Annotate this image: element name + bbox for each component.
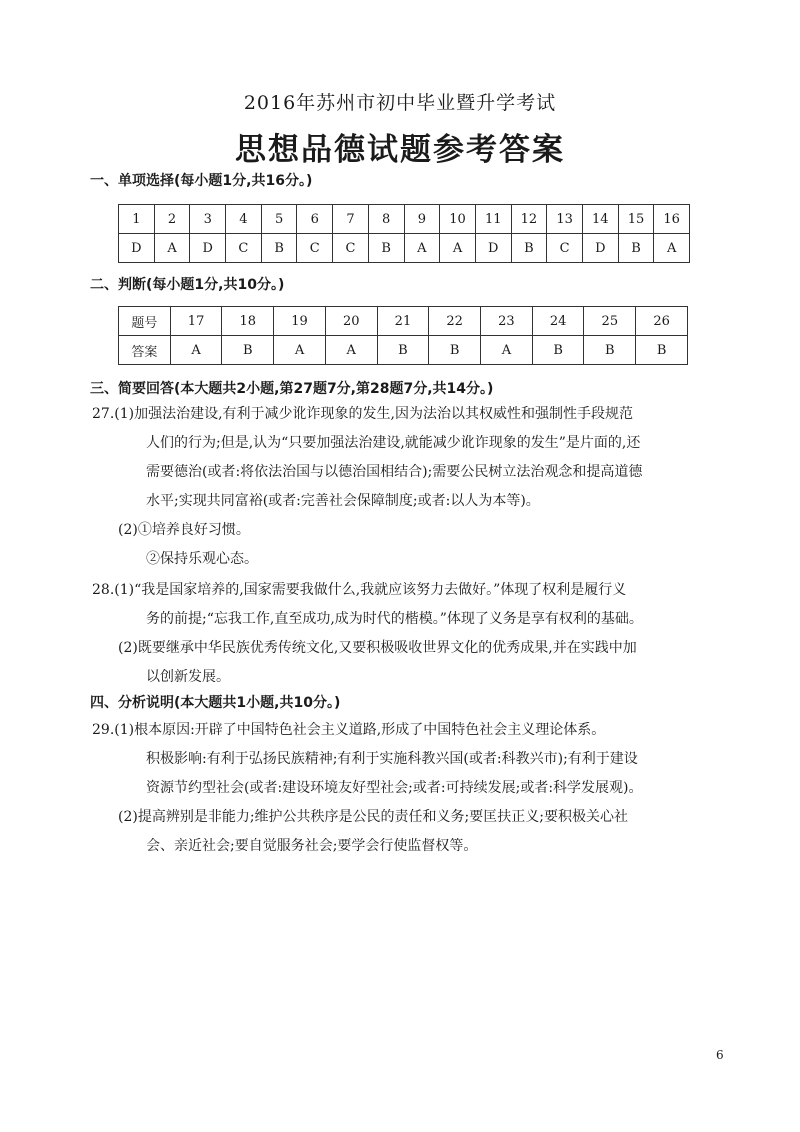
question-number: 6 xyxy=(297,205,333,234)
question-number: 10 xyxy=(440,205,476,234)
answer-cell: B xyxy=(618,234,654,263)
answer-29-line: 29.(1)根本原因:开辟了中国特色社会主义道路,形成了中国特色社会主义理论体系。 xyxy=(92,722,606,738)
question-number: 26 xyxy=(636,307,688,336)
answer-cell: A xyxy=(440,234,476,263)
question-number: 20 xyxy=(325,307,377,336)
question-number: 25 xyxy=(584,307,636,336)
section2-answer-row xyxy=(119,336,688,365)
answer-cell: B xyxy=(511,234,547,263)
answer-28-line: 28.(1)“我是国家培养的,国家需要我做什么,我就应该努力去做好。”体现了权利是履行义 xyxy=(92,582,627,598)
answer-cell: A xyxy=(274,336,326,365)
answer-cell: B xyxy=(584,336,636,365)
answer-cell: C xyxy=(547,234,583,263)
exam-title: 2016年苏州市初中毕业暨升学考试 xyxy=(243,92,557,114)
answer-cell: B xyxy=(429,336,481,365)
question-number: 11 xyxy=(475,205,511,234)
question-number: 8 xyxy=(368,205,404,234)
answer-cell: A xyxy=(325,336,377,365)
answer-27-line: 27.(1)加强法治建设,有利于减少讹诈现象的发生,因为法治以其权威性和强制性手段规范 xyxy=(92,406,633,422)
answer-cell: C xyxy=(333,234,369,263)
answer-cell: B xyxy=(368,234,404,263)
answer-27-line: 水平;实现共同富裕(或者:完善社会保障制度;或者:以人为本等)。 xyxy=(146,493,540,509)
question-number: 2 xyxy=(154,205,190,234)
row-label: 答案 xyxy=(119,336,171,365)
question-number: 24 xyxy=(532,307,584,336)
question-number: 23 xyxy=(481,307,533,336)
answer-cell: A xyxy=(170,336,222,365)
question-number: 22 xyxy=(429,307,481,336)
question-number: 13 xyxy=(547,205,583,234)
answer-cell: A xyxy=(404,234,440,263)
question-number: 5 xyxy=(261,205,297,234)
answer-29-line: 会、亲近社会;要自觉服务社会;要学会行使监督权等。 xyxy=(146,838,478,854)
section1-number-row xyxy=(119,205,690,234)
section2-number-row xyxy=(119,307,688,336)
answer-28-line: (2)既要继承中华民族优秀传统文化,又要积极吸收世界文化的优秀成果,并在实践中加 xyxy=(118,640,637,656)
question-number: 12 xyxy=(511,205,547,234)
answer-28-line: 以创新发展。 xyxy=(146,669,230,685)
section4-heading: 四、分析说明(本大题共1小题,共10分。) xyxy=(90,695,341,711)
section1-heading: 一、单项选择(每小题1分,共16分。) xyxy=(90,173,313,189)
row-label: 题号 xyxy=(119,307,171,336)
answer-cell: D xyxy=(582,234,618,263)
question-number: 1 xyxy=(119,205,155,234)
answer-cell: B xyxy=(377,336,429,365)
answer-cell: B xyxy=(532,336,584,365)
answer-27-line: ②保持乐观心态。 xyxy=(146,551,258,567)
section2-table xyxy=(118,306,688,365)
answer-cell: A xyxy=(154,234,190,263)
question-number: 16 xyxy=(654,205,690,234)
answer-28-line: 务的前提;“忘我工作,直至成功,成为时代的楷模。”体现了义务是享有权利的基础。 xyxy=(146,611,643,627)
question-number: 18 xyxy=(222,307,274,336)
section3-heading: 三、简要回答(本大题共2小题,第27题7分,第28题7分,共14分。) xyxy=(90,381,494,397)
question-number: 15 xyxy=(618,205,654,234)
answer-29-line: 积极影响:有利于弘扬民族精神;有利于实施科教兴国(或者:科教兴市);有利于建设 xyxy=(146,751,638,767)
question-number: 7 xyxy=(333,205,369,234)
answer-cell: B xyxy=(222,336,274,365)
question-number: 3 xyxy=(190,205,226,234)
answer-27-line: 需要德治(或者:将依法治国与以德治国相结合);需要公民树立法治观念和提高道德 xyxy=(146,464,643,480)
answer-cell: D xyxy=(119,234,155,263)
section1-answer-row xyxy=(119,234,690,263)
section2-heading: 二、判断(每小题1分,共10分。) xyxy=(90,277,285,293)
question-number: 4 xyxy=(226,205,262,234)
answer-cell: C xyxy=(297,234,333,263)
answer-cell: D xyxy=(190,234,226,263)
section1-table xyxy=(118,204,690,263)
answer-cell: D xyxy=(475,234,511,263)
question-number: 19 xyxy=(274,307,326,336)
question-number: 21 xyxy=(377,307,429,336)
page-number: 6 xyxy=(716,1048,724,1062)
answer-cell: A xyxy=(654,234,690,263)
answer-cell: C xyxy=(226,234,262,263)
answer-cell: A xyxy=(481,336,533,365)
answer-cell: B xyxy=(261,234,297,263)
answer-29-line: 资源节约型社会(或者:建设环境友好型社会;或者:可持续发展;或者:科学发展观)。 xyxy=(146,780,643,796)
question-number: 9 xyxy=(404,205,440,234)
answer-29-line: (2)提高辨别是非能力;维护公共秩序是公民的责任和义务;要匡扶正义;要积极关心社 xyxy=(118,809,628,825)
answer-27-line: (2)①培养良好习惯。 xyxy=(118,522,250,538)
question-number: 14 xyxy=(582,205,618,234)
question-number: 17 xyxy=(170,307,222,336)
document-title: 思想品德试题参考答案 xyxy=(235,132,565,168)
answer-cell: B xyxy=(636,336,688,365)
answer-27-line: 人们的行为;但是,认为“只要加强法治建设,就能减少讹诈现象的发生”是片面的,还 xyxy=(146,435,641,451)
